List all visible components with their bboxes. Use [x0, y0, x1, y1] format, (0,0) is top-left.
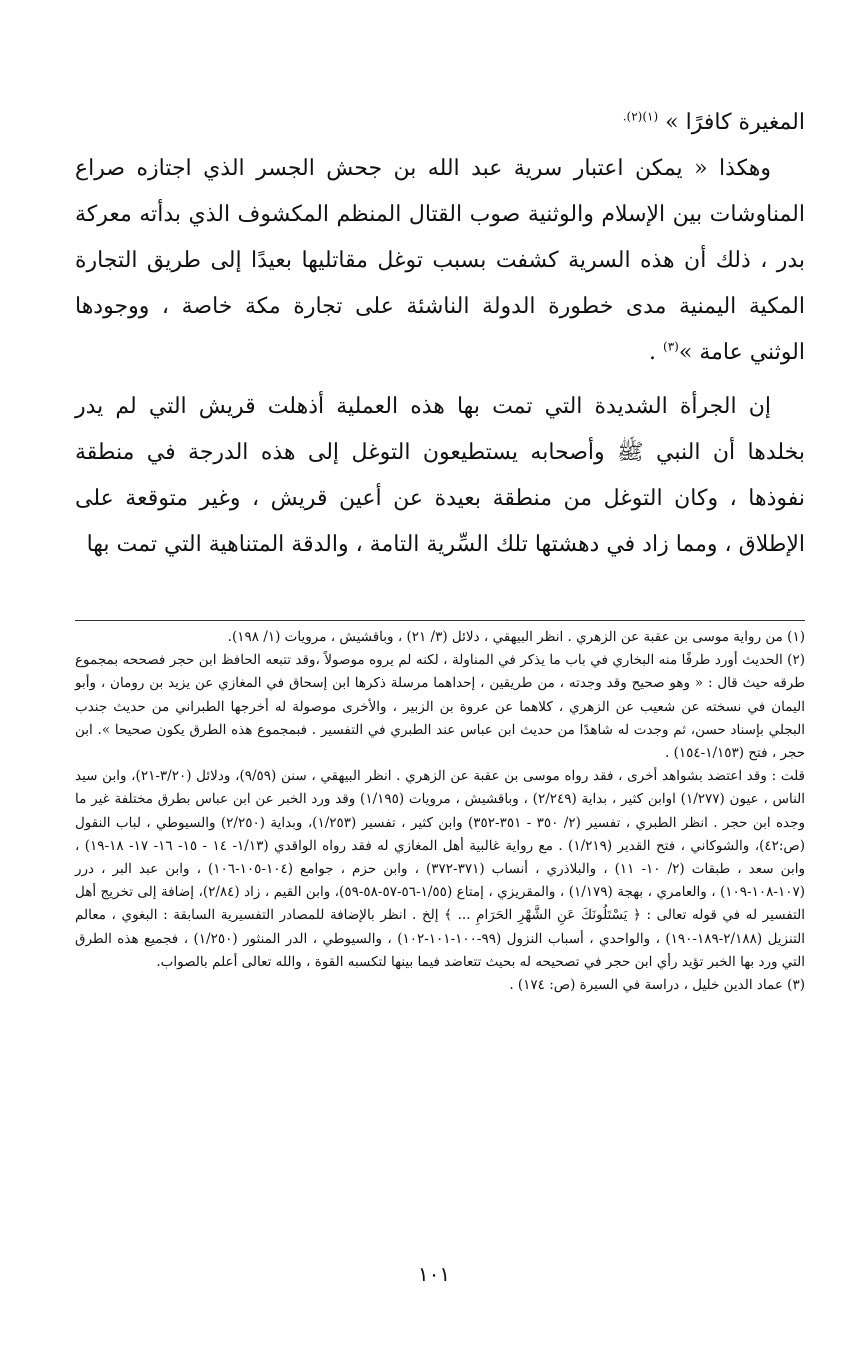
footnote-divider [75, 620, 805, 621]
footnote-ref-1-2: (١)(٢). [622, 109, 659, 124]
paragraph-1-text: المغيرة كافرًا » [665, 110, 805, 135]
footnote-3: (٣) عماد الدين خليل ، دراسة في السيرة (ص: ١٧٤) . [509, 977, 805, 994]
footnote-2: (٢) الحديث أورد طرفًا منه البخاري في باب ما يذكر في المناولة ، لكنه لم يروه موصولاً ،وقد تتبعه الحافظ ابن حجر فصححه بمجموع طرقه حيث قال : « وهو صحيح وقد وجدته ، من طريقين ، إحداهما مرسلة ذكرها ابن إسحاق في المغازي عن يزيد بن رومان ، وأبو اليمان في نسخته عن شعيب عن الزهري ، كلاهما عن عروة بن الزبير ، والأخرى موصولة له أخرجها الطبراني من حديث جندب البجلي بإسناد حسن، ثم وجدت له شاهدًا من حديث ابن عباس عند الطبري في التفسير . فبمجموع هذه الطرق يكون صحيحا ». ابن حجر ، فتح (١/١٥٣-١٥٤) . [75, 652, 805, 762]
paragraph-1 [75, 100, 805, 146]
footnote-ref-3: (٣) [663, 339, 679, 354]
footnote-1: (١) من رواية موسى بن عقبة عن الزهري . انظر البيهقي ، دلائل (٣/ ٢١) ، وباقشيش ، مرويات (١/ ١٩٨). [227, 629, 805, 645]
page-number: ١٠١ [417, 1262, 451, 1286]
paragraph-2-text: وهكذا « يمكن اعتبار سرية عبد الله بن جحش الجسر الذي اجتازه صراع المناوشات بين الإسلام والوثنية صوب القتال المنظم المكشوف الذي بدأته معركة بدر ، ذلك أن هذه السرية كشفت بسبب توغل مقاتليها بعيدًا إلى طريق التجارة المكية اليمنية مدى خطورة الدولة الناشئة على تجارة مكة خاصة ، ووجودها الوثني عامة » [75, 156, 805, 365]
footnotes [75, 626, 805, 997]
paragraph-2 [75, 146, 805, 376]
main-text [75, 100, 805, 568]
footnote-2-continued: قلت : وقد اعتضد بشواهد أخرى ، فقد رواه موسى بن عقبة عن الزهري . انظر البيهقي ، سنن (٩/٥٩)، ودلائل (٣/٢٠-٢١)، وابن سيد الناس ، عيون (١/٢٧٧) اوابن كثير ، بداية (٢/٢٤٩) ، وباقشيش ، مرويات (١/١٩٥) وقد ورد الخبر عن ابن عباس بطرق مختلفة غير ما وجده ابن حجر . انظر الطبري ، تفسير (٢/ ٣٥٠ - ٣٥١-٣٥٢) وابن كثير ، تفسير (١/٢٥٣)، وبداية (٢/٢٥٠) والسيوطي ، لباب النقول (ص:٤٢)، والشوكاني ، فتح القدير (١/٢١٩) . مع رواية غالبية أهل المغازي له فقد رواه الواقدي (١/١٣- ١٤ - ١٥- ١٦- ١٧- ١٨-١٩) ، وابن سعد ، طبقات (٢/ ١٠- ١١) ، والبلاذري ، أنساب (٣٧١-٣٧٢) ، وابن حزم ، جوامع (١٠٤-١٠٥-١٠٦) ، وابن عبد البر ، درر (١٠٧-١٠٨-١٠٩) ، والعامري ، بهجة (١/١٧٩) ، والمقريزي ، إمتاع (١/٥٥-٥٦-٥٧-٥٨-٥٩)، وابن القيم ، زاد (٢/٨٤)، إضافة إلى تخريج أهل التفسير له في قوله تعالى : ﴿ يَسْتَلُونَكَ عَنِ الشَّهْرِ الحَرَامِ ... ﴾ إلخ . انظر بالإضافة للمصادر التفسيرية السابقة : البغوي ، معالم التنزيل (٢/١٨٨-١٨٩-١٩٠) ، والواحدي ، أسباب النزول (٩٩-١٠٠-١٠١-١٠٢) ، والسيوطي ، الدر المنثور (١/٢٥٠) ، فجميع هذه الطرق التي ورد بها الخبر تؤيد رأي ابن حجر في تصحيحه له بحيث تتعاضد فيما بينها لتكسبه القوة ، والله تعالى أعلم بالصواب. [75, 768, 806, 970]
paragraph-3: إن الجرأة الشديدة التي تمت بها هذه العملية أذهلت قريش التي لم يدر بخلدها أن النبي ﷺ وأصحابه يستطيعون التوغل إلى هذه الدرجة في منطقة نفوذها ، وكان التوغل من منطقة بعيدة عن أعين قريش ، وغير متوقعة على الإطلاق ، ومما زاد في دهشتها تلك السِّرية التامة ، والدقة المتناهية التي تمت بها [75, 394, 805, 557]
paragraph-2-end: . [649, 340, 664, 365]
